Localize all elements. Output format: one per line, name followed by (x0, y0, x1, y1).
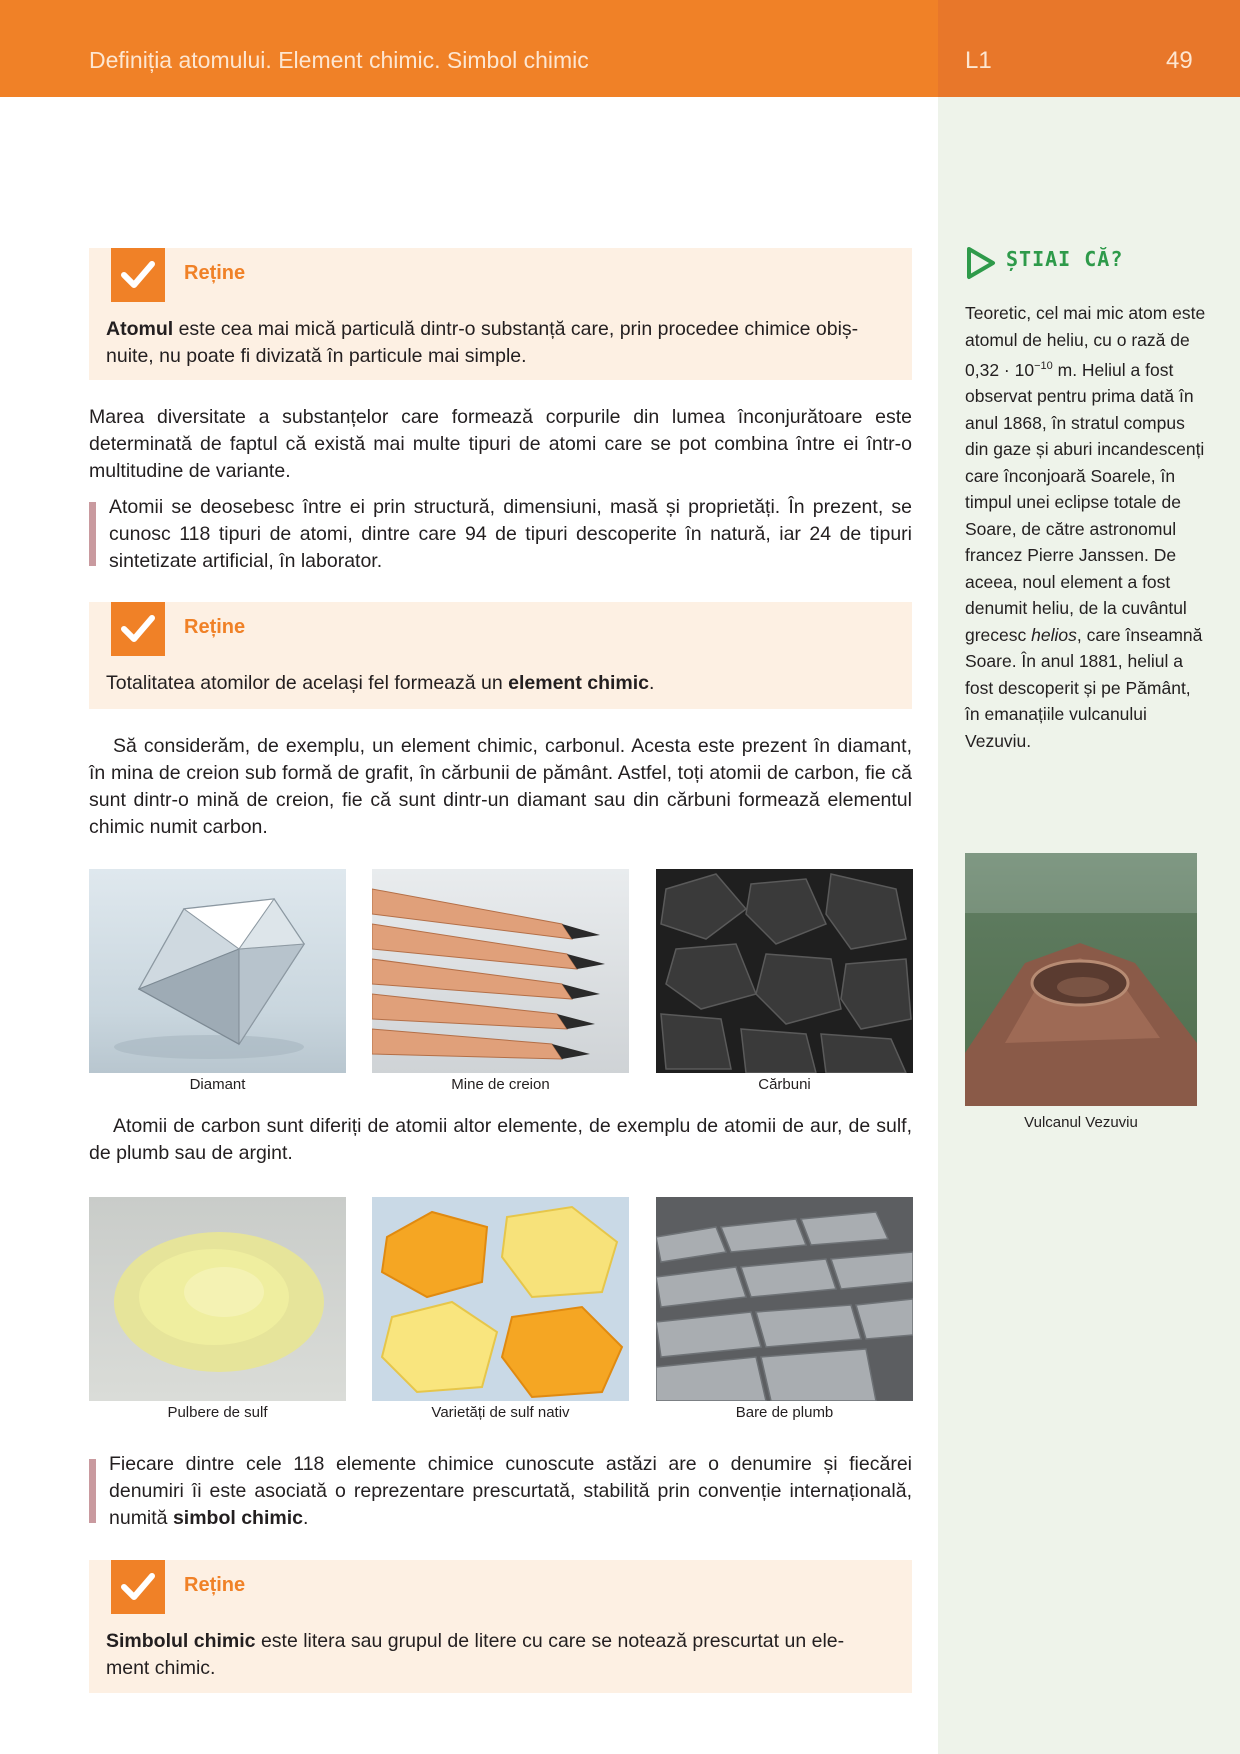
native-sulfur-photo (372, 1197, 629, 1401)
checkmark-icon (111, 248, 165, 302)
paragraph-diversity: Marea diversitate a substanțelor care formează corpurile din lumea înconjurătoare este determinată de faptul că există mai multe tipuri de atomi care se pot combina între ei într-o multitudine de variante. (89, 406, 912, 482)
caption-coal: Cărbuni (758, 1076, 811, 1093)
paragraph-atom-types (89, 494, 912, 575)
atom-definition (106, 316, 858, 370)
atom-term: Atomul (106, 318, 174, 340)
paragraph-atom-types-text: Atomii se deosebesc între ei prin structură, dimensiuni, masă și proprietăți. În prezent, se cunosc 118 tipuri de atomi, dintre care 94 de tipuri descoperite în natură, iar 24 de tipuri sintetizate artificial, în laborator. (109, 496, 912, 572)
retine-box-element (89, 602, 912, 709)
atom-definition-line1: este cea mai mică particulă dintr-o substanță care, prin procedee chimice obiș- (173, 318, 859, 340)
paragraph-symbol-text: Fiecare dintre cele 118 elemente chimice cunoscute astăzi are o denumire și fiecărei denumiri îi este asociată o reprezentare prescurtată, stabilită prin convenție internațională, numită (109, 1453, 912, 1529)
quote-bar (89, 1459, 96, 1523)
atom-definition-line2: nuite, nu poate fi divizată în particule mai simple. (106, 345, 527, 367)
diamond-photo (89, 869, 346, 1073)
caption-lead-bars: Bare de plumb (735, 1404, 834, 1421)
retine-label: Reține (184, 1574, 246, 1596)
sidebar-text-start: Teoretic, cel mai mic atom este atomul de heliu, cu o rază de 0,32 · 10 (965, 303, 1206, 380)
retine-label: Reține (184, 262, 246, 284)
paragraph-carbon: Să considerăm, de exemplu, un element chimic, carbonul. Acesta este prezent în diamant, în mina de creion sub formă de grafit, în cărbunii de pământ. Astfel, toți atomii de carbon, fie că sunt dintr-o mină de creion, fie că sunt dintr-un diamant sau din cărbuni formează elementul chimic numit carbon. (89, 735, 912, 838)
element-definition-end: . (649, 672, 655, 694)
sidebar-italic-word: helios (1031, 624, 1077, 645)
lead-bars-photo (656, 1197, 913, 1401)
element-definition (106, 670, 654, 697)
lesson-label: L1 (965, 47, 992, 74)
coal-photo (656, 869, 913, 1073)
caption-diamond: Diamant (189, 1076, 246, 1093)
caption-native-sulfur: Varietăți de sulf nativ (431, 1404, 570, 1421)
sidebar-title: ȘTIAI CĂ? (1006, 247, 1124, 271)
checkmark-icon (111, 1560, 165, 1614)
symbol-term-inline: simbol chimic (172, 1507, 303, 1529)
chapter-title: Definiția atomului. Element chimic. Simbol chimic (89, 47, 589, 73)
retine-label: Reține (184, 616, 246, 638)
pencils-photo (372, 869, 629, 1073)
paragraph-symbol (89, 1451, 912, 1532)
retine-box-symbol (89, 1560, 912, 1693)
sidebar-exponent: −10 (1034, 360, 1053, 372)
sidebar-text-end: , care înseamnă Soare. În anul 1881, heliul a fost descoperit și pe Pământ, în emanațiile vulcanului Vezuviu. (965, 624, 1203, 751)
sidebar-text (965, 300, 1210, 754)
sidebar-text-middle: m. Heliul a fost observat pentru prima dată în anul 1868, în stratul compus din gaze și aburi incandescenți care înconjoară Soarele, în timpul unei eclipse totale de Soare, de către astronomul francez Pierre Janssen. De aceea, noul element a fost denumit heliu, de la cuvântul grecesc (965, 359, 1205, 645)
checkmark-icon (111, 602, 165, 656)
caption-vesuvius: Vulcanul Vezuviu (1024, 1114, 1138, 1131)
paragraph-other-elements: Atomii de carbon sunt diferiți de atomii altor elemente, de exemplu de atomii de aur, de sulf, de plumb sau de argint. (89, 1115, 912, 1164)
symbol-definition (106, 1628, 844, 1682)
caption-pencils: Mine de creion (451, 1076, 550, 1093)
symbol-definition-line2: ment chimic. (106, 1657, 216, 1679)
retine-box-atom (89, 248, 912, 380)
vesuvius-photo (965, 853, 1197, 1106)
sulfur-powder-photo (89, 1197, 346, 1401)
symbol-term: Simbolul chimic (106, 1630, 256, 1652)
caption-sulfur-powder: Pulbere de sulf (167, 1404, 268, 1421)
symbol-definition-line1: este litera sau grupul de litere cu care se notează prescurtat un ele- (255, 1630, 845, 1652)
element-term: element chimic (508, 672, 650, 694)
page-number: 49 (1166, 47, 1193, 74)
paragraph-symbol-end: . (303, 1507, 309, 1529)
element-definition-start: Totalitatea atomilor de același fel formează un (106, 672, 509, 694)
quote-bar (89, 502, 96, 566)
play-triangle-icon (965, 246, 997, 285)
